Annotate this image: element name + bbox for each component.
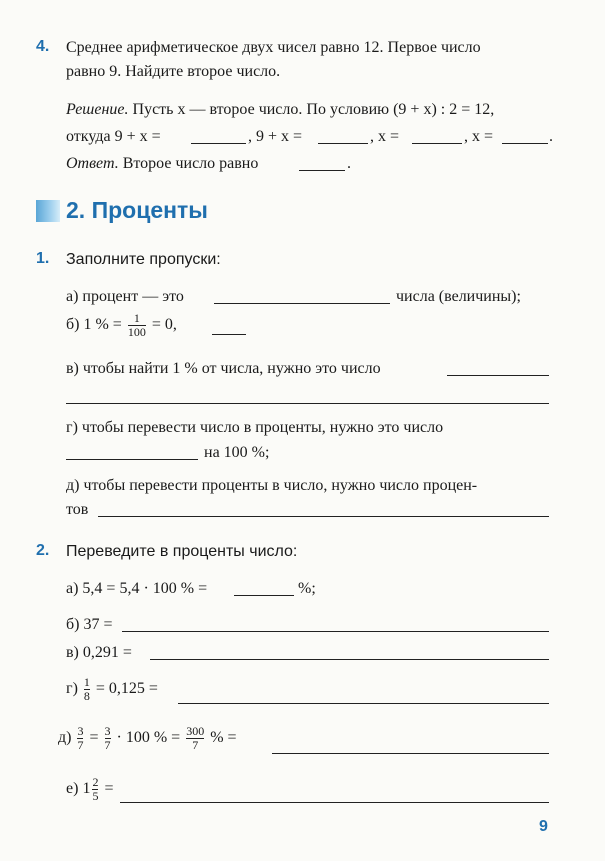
task2-e-mid: · 100 % =: [116, 729, 181, 747]
frac-num: 1: [83, 675, 90, 689]
page-number: 9: [539, 818, 548, 835]
task4-eq-a: откуда 9 + x =: [66, 128, 161, 145]
task4-line1: Среднее арифметическое двух чисел равно 12. Первое число: [66, 39, 481, 56]
frac-num: 300: [186, 724, 205, 738]
task2-b-pre: б) 37 =: [66, 616, 113, 633]
frac-num: 3: [104, 724, 111, 738]
task1-c-text: в) чтобы найти 1 % от числа, нужно это число: [66, 360, 381, 377]
task2-e-blank[interactable]: [272, 753, 549, 754]
task4-blank-1[interactable]: [191, 143, 246, 144]
task2-e: [58, 725, 237, 752]
task1-number: 1.: [36, 250, 50, 267]
task2-f-post: =: [104, 780, 114, 798]
task2-number: 2.: [36, 542, 50, 559]
fraction-300-7: [186, 725, 204, 752]
fraction-1-100: [128, 312, 146, 339]
task4-answer-end: .: [347, 155, 351, 172]
task4-blank-4[interactable]: [502, 143, 548, 144]
task4-answer-blank[interactable]: [299, 170, 345, 171]
task2-e-eq1: =: [89, 729, 99, 747]
task2-b-blank[interactable]: [122, 631, 549, 632]
frac-den: 8: [83, 689, 90, 703]
task1-e-line2: тов: [66, 501, 89, 518]
frac-den: 100: [127, 325, 146, 339]
frac-den: 7: [77, 738, 84, 752]
task1-title: Заполните пропуски:: [66, 251, 221, 268]
task2-d: [66, 676, 158, 703]
task2-title: Переведите в проценты число:: [66, 543, 298, 560]
mixed-whole: 1: [82, 780, 91, 798]
task1-d-post: на 100 %;: [204, 444, 270, 461]
section-title: 2. Проценты: [66, 197, 208, 223]
solution-label: Решение.: [66, 101, 129, 118]
task4-eq-d: , x =: [464, 128, 494, 145]
task4-line2: равно 9. Найдите второе число.: [66, 63, 281, 80]
task4-answer: [66, 154, 258, 174]
task2-f: [66, 776, 113, 803]
frac-num: 3: [77, 724, 84, 738]
task4-eq-c: , x =: [370, 128, 400, 145]
answer-text: Второе число равно: [118, 155, 259, 172]
task2-a-post: %;: [298, 580, 316, 597]
task1-c-blank-1[interactable]: [447, 375, 549, 376]
fraction-3-7-a: [77, 725, 83, 752]
fraction-3-7-b: [105, 725, 111, 752]
task2-c-pre: в) 0,291 =: [66, 644, 132, 661]
task4-blank-3[interactable]: [412, 143, 462, 144]
answer-label: Ответ.: [66, 155, 119, 172]
frac-den: 5: [92, 789, 99, 803]
fraction-1-8: [84, 676, 90, 703]
frac-den: 7: [186, 738, 204, 752]
task1-c-blank-2[interactable]: [66, 403, 549, 404]
task2-d-label: г): [66, 680, 78, 698]
task1-e-blank[interactable]: [98, 516, 549, 517]
section-marker: [36, 200, 60, 222]
task1-d-blank[interactable]: [66, 459, 198, 460]
task1-a-pre: а) процент — это: [66, 288, 184, 305]
task1-b-blank[interactable]: [212, 334, 246, 335]
frac-num: 2: [92, 775, 99, 789]
mixed-number-1-2-5: [82, 776, 100, 803]
task2-a-blank[interactable]: [234, 595, 294, 596]
task1-b-post: = 0,: [151, 316, 177, 334]
solution-text: Пусть x — второе число. По условию (9 + x) : 2 = 12,: [128, 101, 495, 118]
task1-a-blank[interactable]: [214, 303, 390, 304]
frac-num: 1: [133, 311, 140, 325]
task2-a-pre: а) 5,4 = 5,4 · 100 % =: [66, 580, 208, 597]
task1-b-pre: б) 1 % =: [66, 316, 122, 334]
task1-b: [66, 312, 177, 339]
frac-den: 7: [104, 738, 111, 752]
task1-e-text: д) чтобы перевести проценты в число, нужно число процен-: [66, 477, 478, 494]
task1-a-post: числа (величины);: [396, 288, 521, 305]
task4-number: 4.: [36, 38, 50, 55]
task2-d-blank[interactable]: [178, 703, 549, 704]
task2-e-label: д): [58, 729, 72, 747]
task4-eq-e: .: [549, 128, 553, 145]
fraction-2-5: [92, 776, 98, 803]
task2-e-post: % =: [210, 729, 237, 747]
task2-d-post: = 0,125 =: [95, 680, 158, 698]
task2-f-label: е): [66, 780, 79, 798]
task1-d-text: г) чтобы перевести число в проценты, нужно это число: [66, 419, 444, 436]
task4-blank-2[interactable]: [318, 143, 368, 144]
task2-f-blank[interactable]: [120, 802, 549, 803]
task4-solution: [66, 100, 494, 120]
task4-eq-b: , 9 + x =: [248, 128, 303, 145]
task2-c-blank[interactable]: [150, 659, 549, 660]
